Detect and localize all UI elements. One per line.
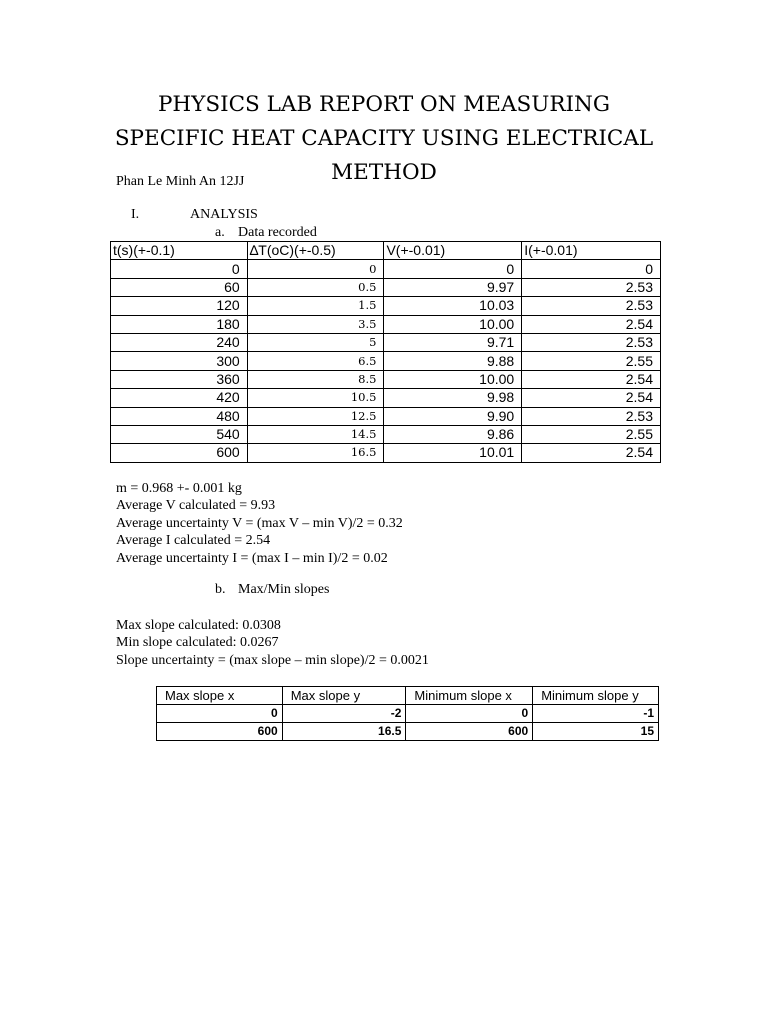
table-cell: -2 [282, 705, 406, 723]
table-row [157, 723, 659, 741]
table-row [111, 389, 661, 407]
table-cell: 0.5 [247, 278, 384, 296]
slope-line: Max slope calculated: 0.0308 [116, 618, 281, 633]
table-cell: 180 [111, 315, 248, 333]
slope-line: Slope uncertainty = (max slope – min slope)/2 = 0.0021 [116, 652, 429, 668]
calculation-line: Average uncertainty V = (max V – min V)/2 = 0.32 [116, 515, 403, 531]
section-number: I. [131, 207, 140, 222]
table-cell: 300 [111, 352, 248, 370]
subheading-number: a. [215, 225, 225, 240]
table-cell: 10.00 [384, 315, 522, 333]
table-cell: 420 [111, 389, 248, 407]
table-cell: 3.5 [247, 315, 384, 333]
table-cell: 15 [533, 723, 659, 741]
calculation-lines [116, 480, 403, 567]
calculation-line: Average V calculated = 9.93 [116, 498, 276, 514]
column-header: ∆T(oC)(+-0.5) [247, 242, 384, 260]
table-cell: 9.97 [384, 278, 522, 296]
table-row [111, 260, 661, 278]
table-cell: 12.5 [247, 407, 384, 425]
table-cell: 2.54 [522, 444, 661, 462]
table-cell: 360 [111, 370, 248, 388]
author-name: Phan Le Minh An 12JJ [116, 174, 245, 189]
table-row [111, 315, 661, 333]
table-cell: 2.53 [522, 297, 661, 315]
table-cell: 120 [111, 297, 248, 315]
table-row [111, 444, 661, 462]
table-cell: 9.90 [384, 407, 522, 425]
table-cell: 10.03 [384, 297, 522, 315]
table-cell: 8.5 [247, 370, 384, 388]
column-header: t(s)(+-0.1) [111, 242, 248, 260]
title-line-3: METHOD [331, 160, 437, 185]
data-recorded-table-body [111, 242, 661, 463]
table-cell: 2.54 [522, 389, 661, 407]
table-row [111, 370, 661, 388]
table-cell: 600 [111, 444, 248, 462]
table-cell: 10.00 [384, 370, 522, 388]
column-header: Max slope x [157, 687, 283, 705]
calculation-line: m = 0.968 +- 0.001 kg [116, 481, 242, 496]
table-cell: 600 [157, 723, 283, 741]
table-cell: 2.55 [522, 352, 661, 370]
data-recorded-table [110, 241, 661, 463]
table-cell: 2.53 [522, 333, 661, 351]
table-cell: 0 [384, 260, 522, 278]
table-cell: 2.54 [522, 370, 661, 388]
table-cell: 5 [247, 333, 384, 351]
table-cell: 2.53 [522, 407, 661, 425]
column-header: V(+-0.01) [384, 242, 522, 260]
table-cell: 540 [111, 425, 248, 443]
column-header: Max slope y [282, 687, 406, 705]
table-cell: 9.88 [384, 352, 522, 370]
calculation-line: Average uncertainty I = (max I – min I)/2 = 0.02 [116, 550, 388, 566]
table-cell: 2.53 [522, 278, 661, 296]
table-cell: 600 [406, 723, 533, 741]
subheading-data-recorded [215, 225, 415, 241]
table-cell: 16.5 [282, 723, 406, 741]
table-cell: 0 [111, 260, 248, 278]
slope-table-body [157, 687, 659, 741]
table-cell: 480 [111, 407, 248, 425]
table-cell: -1 [533, 705, 659, 723]
table-cell: 2.55 [522, 425, 661, 443]
subheading-number: b. [215, 582, 226, 597]
table-cell: 0 [247, 260, 384, 278]
section-label: ANALYSIS [190, 207, 258, 222]
column-header: Minimum slope y [533, 687, 659, 705]
table-header-row [157, 687, 659, 705]
title-line-2: SPECIFIC HEAT CAPACITY USING ELECTRICAL [114, 126, 654, 151]
table-cell: 9.71 [384, 333, 522, 351]
table-cell: 9.98 [384, 389, 522, 407]
column-header: Minimum slope x [406, 687, 533, 705]
slope-line: Min slope calculated: 0.0267 [116, 635, 279, 651]
table-cell: 2.54 [522, 315, 661, 333]
table-row [111, 297, 661, 315]
table-cell: 10.01 [384, 444, 522, 462]
table-cell: 9.86 [384, 425, 522, 443]
table-cell: 0 [406, 705, 533, 723]
table-row [111, 425, 661, 443]
subheading-max-min-slopes [215, 582, 329, 598]
table-header-row [111, 242, 661, 260]
slope-table [156, 686, 659, 741]
subheading-label: Data recorded [238, 225, 317, 240]
section-heading-analysis [131, 207, 331, 223]
column-header: I(+-0.01) [522, 242, 661, 260]
table-row [111, 352, 661, 370]
table-cell: 6.5 [247, 352, 384, 370]
table-cell: 60 [111, 278, 248, 296]
table-cell: 14.5 [247, 425, 384, 443]
table-cell: 0 [157, 705, 283, 723]
subheading-label: Max/Min slopes [238, 582, 330, 597]
table-row [111, 333, 661, 351]
calculation-line: Average I calculated = 2.54 [116, 533, 271, 549]
table-row [157, 705, 659, 723]
table-cell: 240 [111, 333, 248, 351]
table-cell: 1.5 [247, 297, 384, 315]
table-row [111, 407, 661, 425]
slope-lines [116, 617, 429, 669]
title-line-1: PHYSICS LAB REPORT ON MEASURING [157, 92, 611, 117]
table-cell: 0 [522, 260, 661, 278]
table-row [111, 278, 661, 296]
table-cell: 10.5 [247, 389, 384, 407]
table-cell: 16.5 [247, 444, 384, 462]
